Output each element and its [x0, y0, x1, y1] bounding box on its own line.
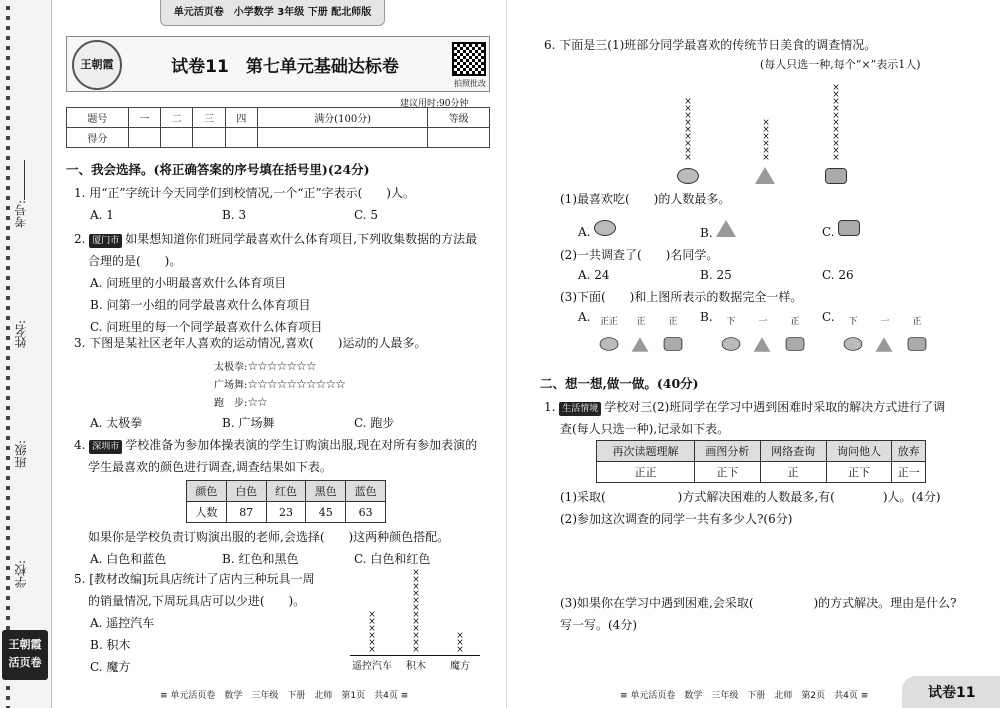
tally-mark: 正 [636, 317, 646, 327]
score-label: 得分 [67, 128, 129, 148]
s2-header-cell: 放弃 [892, 441, 926, 462]
region-tag: 深圳市 [89, 440, 122, 454]
q6-sub1: (1)最喜欢吃( )的人数最多。 [560, 192, 731, 206]
score-cell[interactable] [258, 128, 428, 148]
q5-pictograph [350, 568, 480, 672]
s2-header-cell: 画图分析 [694, 441, 760, 462]
score-header-cell: 二 [161, 108, 193, 128]
q4-text: 4. 深圳市 学校准备为参加体操表演的学生订购演出服,现在对所有参加表演的 [74, 438, 478, 452]
scenario-tag: 生活情境 [559, 402, 601, 416]
q5-option-a[interactable]: A. 遥控汽车 [90, 616, 155, 630]
q4-text-3: 如果你是学校负责订购演出服的老师,会选择( )这两种颜色搭配。 [88, 530, 450, 544]
q6-sub3-option-c[interactable] [822, 310, 942, 360]
q1-option-c[interactable]: C. 5 [354, 208, 379, 222]
q2-text: 2. 厦门市 如果想知道你们班同学最喜欢什么体育项目,下列收集数据的方法最 [74, 232, 478, 246]
score-cell[interactable] [225, 128, 257, 148]
tally-mark: 正正 [599, 317, 618, 327]
q5-text: 5. [教材改编]玩具店统计了店内三种玩具一周 [74, 572, 315, 586]
q5-text-cont: 的销量情况,下周玩具店可以少进( )。 [88, 594, 306, 608]
score-header-cell: 等级 [428, 108, 490, 128]
mooncake-icon [908, 337, 927, 351]
score-header-cell: 题号 [67, 108, 129, 128]
score-cell[interactable] [161, 128, 193, 148]
pictograph-axis [350, 655, 480, 656]
exam-number-label: 考号: [14, 200, 28, 229]
s2-q1-text-cont: 查(每人只选一种),记录如下表。 [560, 422, 730, 436]
page-tag: 试卷11 [902, 676, 1000, 708]
q6-sub2: (2)一共调查了( )名同学。 [560, 248, 719, 262]
q4-value-cell: 87 [226, 502, 266, 523]
tangyuan-icon [722, 337, 741, 351]
zongzi-icon [754, 337, 771, 351]
tangyuan-icon [844, 337, 863, 351]
q2-option-c[interactable]: C. 问班里的每一个同学最喜欢什么体育项目 [90, 320, 323, 334]
page-title: 试卷11 第七单元基础达标卷 [171, 57, 399, 77]
sidebar-logo: 王朝霞 活页卷 [2, 630, 48, 680]
q6-sub3: (3)下面( )和上图所表示的数据完全一样。 [560, 290, 803, 304]
q4-value-cell: 63 [346, 502, 386, 523]
name-label: 姓名: [14, 320, 28, 349]
mooncake-icon [664, 337, 683, 351]
q4-header-cell: 颜色 [187, 481, 227, 502]
q6-sub1-option-b[interactable]: B. [700, 220, 736, 240]
s2-tally-cell: 正正 [597, 462, 695, 483]
q3-star-chart: 太极拳:☆☆☆☆☆☆☆ 广场舞:☆☆☆☆☆☆☆☆☆☆ 跑 步:☆☆ [214, 359, 345, 409]
pictograph-column: × × × × × × × × × [684, 97, 692, 163]
option-letter: B. [700, 310, 713, 324]
score-cell[interactable] [193, 128, 225, 148]
q4-option-b[interactable]: B. 红色和黑色 [222, 552, 299, 566]
q6-pictograph [660, 76, 880, 186]
tally-mark: 下 [848, 317, 858, 327]
q4-value-cell: 45 [306, 502, 346, 523]
section-2-title: 二、想一想,做一做。(40分) [540, 376, 699, 391]
score-table [66, 107, 490, 148]
q6-sub1-option-a[interactable]: A. [578, 220, 616, 239]
pictograph-column: × × × × × × [368, 610, 376, 655]
q2-option-b[interactable]: B. 问第一小组的同学最喜欢什么体育项目 [90, 298, 311, 312]
tally-mark: 一 [758, 317, 768, 327]
q4-value-cell: 23 [266, 502, 306, 523]
pictograph-label: 遥控汽车 [352, 661, 392, 672]
q1-text: 1. 用“正”字统计今天同学们到校情况,一个“正”字表示( )人。 [74, 186, 415, 200]
region-tag: 厦门市 [89, 234, 122, 248]
footer-left: ≡ 单元活页卷 数学 三年级 下册 北师 第1页 共4页 ≡ [160, 691, 409, 701]
zongzi-icon [755, 167, 775, 184]
tally-mark: 正 [790, 317, 800, 327]
option-letter: A. [578, 310, 591, 324]
q6-sub2-option-c[interactable]: C. 26 [822, 268, 854, 282]
q4-option-a[interactable]: A. 白色和蓝色 [90, 552, 167, 566]
pictograph-column: × × × [456, 631, 464, 655]
s2-sub3: (3)如果你在学习中遇到困难,会采取( )的方式解决。理由是什么? [560, 596, 957, 610]
q2-option-a[interactable]: A. 问班里的小明最喜欢什么体育项目 [90, 276, 287, 290]
q1-option-a[interactable]: A. 1 [90, 208, 114, 222]
zongzi-icon [876, 337, 893, 351]
s2-tally-cell: 正一 [892, 462, 926, 483]
page-divider [506, 0, 507, 708]
s2-tally-table [596, 440, 926, 483]
pictograph-label: 魔方 [450, 661, 470, 672]
pictograph-column: × × × × × × × × × × × × [412, 568, 420, 655]
q4-header-cell: 红色 [266, 481, 306, 502]
q6-sub3-option-b[interactable] [700, 310, 820, 360]
s2-sub2: (2)参加这次调查的同学一共有多少人?(6分) [560, 512, 793, 526]
tally-mark: 正 [668, 317, 678, 327]
q6-note: (每人只选一种,每个“×”表示1人) [760, 58, 921, 71]
qr-label: 拍照批改 [454, 79, 486, 88]
class-label: 班级: [14, 440, 28, 469]
tangyuan-icon [677, 168, 699, 184]
school-label: 学校: [14, 560, 28, 589]
s2-header-cell: 网络查询 [760, 441, 826, 462]
option-letter: C. [822, 310, 835, 324]
q3-option-c[interactable]: C. 跑步 [354, 416, 395, 430]
tally-mark: 一 [880, 317, 890, 327]
q4-header-cell: 蓝色 [346, 481, 386, 502]
tally-mark: 正 [912, 317, 922, 327]
s2-header-cell: 再次读题理解 [597, 441, 695, 462]
mooncake-icon [838, 220, 860, 236]
q5-option-c[interactable]: C. 魔方 [90, 660, 131, 674]
q4-header-cell: 黑色 [306, 481, 346, 502]
q3-text: 3. 下图是某社区老年人喜欢的运动情况,喜欢( )运动的人最多。 [74, 336, 427, 350]
q6-sub1-option-c[interactable]: C. [822, 220, 860, 239]
score-cell[interactable] [428, 128, 490, 148]
pictograph-label: 积木 [406, 661, 426, 672]
zongzi-icon [716, 220, 736, 237]
q2-text-cont: 合理的是( )。 [88, 254, 182, 268]
q4-option-c[interactable]: C. 白色和红色 [354, 552, 431, 566]
q1-option-b[interactable]: B. 3 [222, 208, 247, 222]
score-header-cell: 满分(100分) [258, 108, 428, 128]
suggested-time: 建议用时:90分钟 [400, 99, 469, 109]
q3-option-b[interactable]: B. 广场舞 [222, 416, 275, 430]
s2-tally-cell: 正下 [694, 462, 760, 483]
exam-number-line [24, 160, 25, 200]
score-cell[interactable] [128, 128, 160, 148]
q4-value-cell: 人数 [187, 502, 227, 523]
s2-sub3-cont: 写一写。(4分) [560, 618, 637, 632]
zongzi-icon [632, 337, 649, 351]
q4-text-cont: 学生最喜欢的颜色进行调查,调查结果如下表。 [88, 460, 332, 474]
tally-mark: 下 [726, 317, 736, 327]
q6-sub3-option-a[interactable] [578, 310, 698, 360]
score-header-cell: 四 [225, 108, 257, 128]
s2-tally-cell: 正 [760, 462, 826, 483]
tangyuan-icon [594, 220, 616, 236]
binding-stripe [6, 0, 10, 708]
section-1-title: 一、我会选择。(将正确答案的序号填在括号里)(24分) [66, 162, 370, 177]
q5-option-b[interactable]: B. 积木 [90, 638, 131, 652]
q6-text: 6. 下面是三(1)班部分同学最喜欢的传统节日美食的调查情况。 [544, 38, 877, 52]
q3-option-a[interactable]: A. 太极拳 [90, 416, 143, 430]
q6-sub2-option-b[interactable]: B. 25 [700, 268, 732, 282]
q4-header-cell: 白色 [226, 481, 266, 502]
mooncake-icon [825, 168, 847, 184]
score-header-cell: 三 [193, 108, 225, 128]
brand-logo: 王朝霞 [72, 40, 122, 90]
footer-right: ≡ 单元活页卷 数学 三年级 下册 北师 第2页 共4页 ≡ [620, 691, 869, 701]
mooncake-icon [786, 337, 805, 351]
s2-sub1: (1)采取( )方式解决困难的人数最多,有( )人。(4分) [560, 490, 941, 504]
header-tab: 单元活页卷 小学数学 3年级 下册 配北师版 [160, 0, 385, 26]
q6-sub2-option-a[interactable]: A. 24 [578, 268, 610, 282]
pictograph-column: × × × × × × × × × × × [832, 83, 840, 163]
pictograph-column: × × × × × × [762, 118, 770, 163]
qr-code-icon[interactable] [452, 42, 486, 76]
s2-q1-text: 1. 生活情境 学校对三(2)班同学在学习中遇到困难时采取的解决方式进行了调 [544, 400, 946, 414]
s2-header-cell: 询问他人 [826, 441, 892, 462]
s2-tally-cell: 正下 [826, 462, 892, 483]
score-header-cell: 一 [128, 108, 160, 128]
tangyuan-icon [600, 337, 619, 351]
q4-color-table [186, 480, 386, 523]
